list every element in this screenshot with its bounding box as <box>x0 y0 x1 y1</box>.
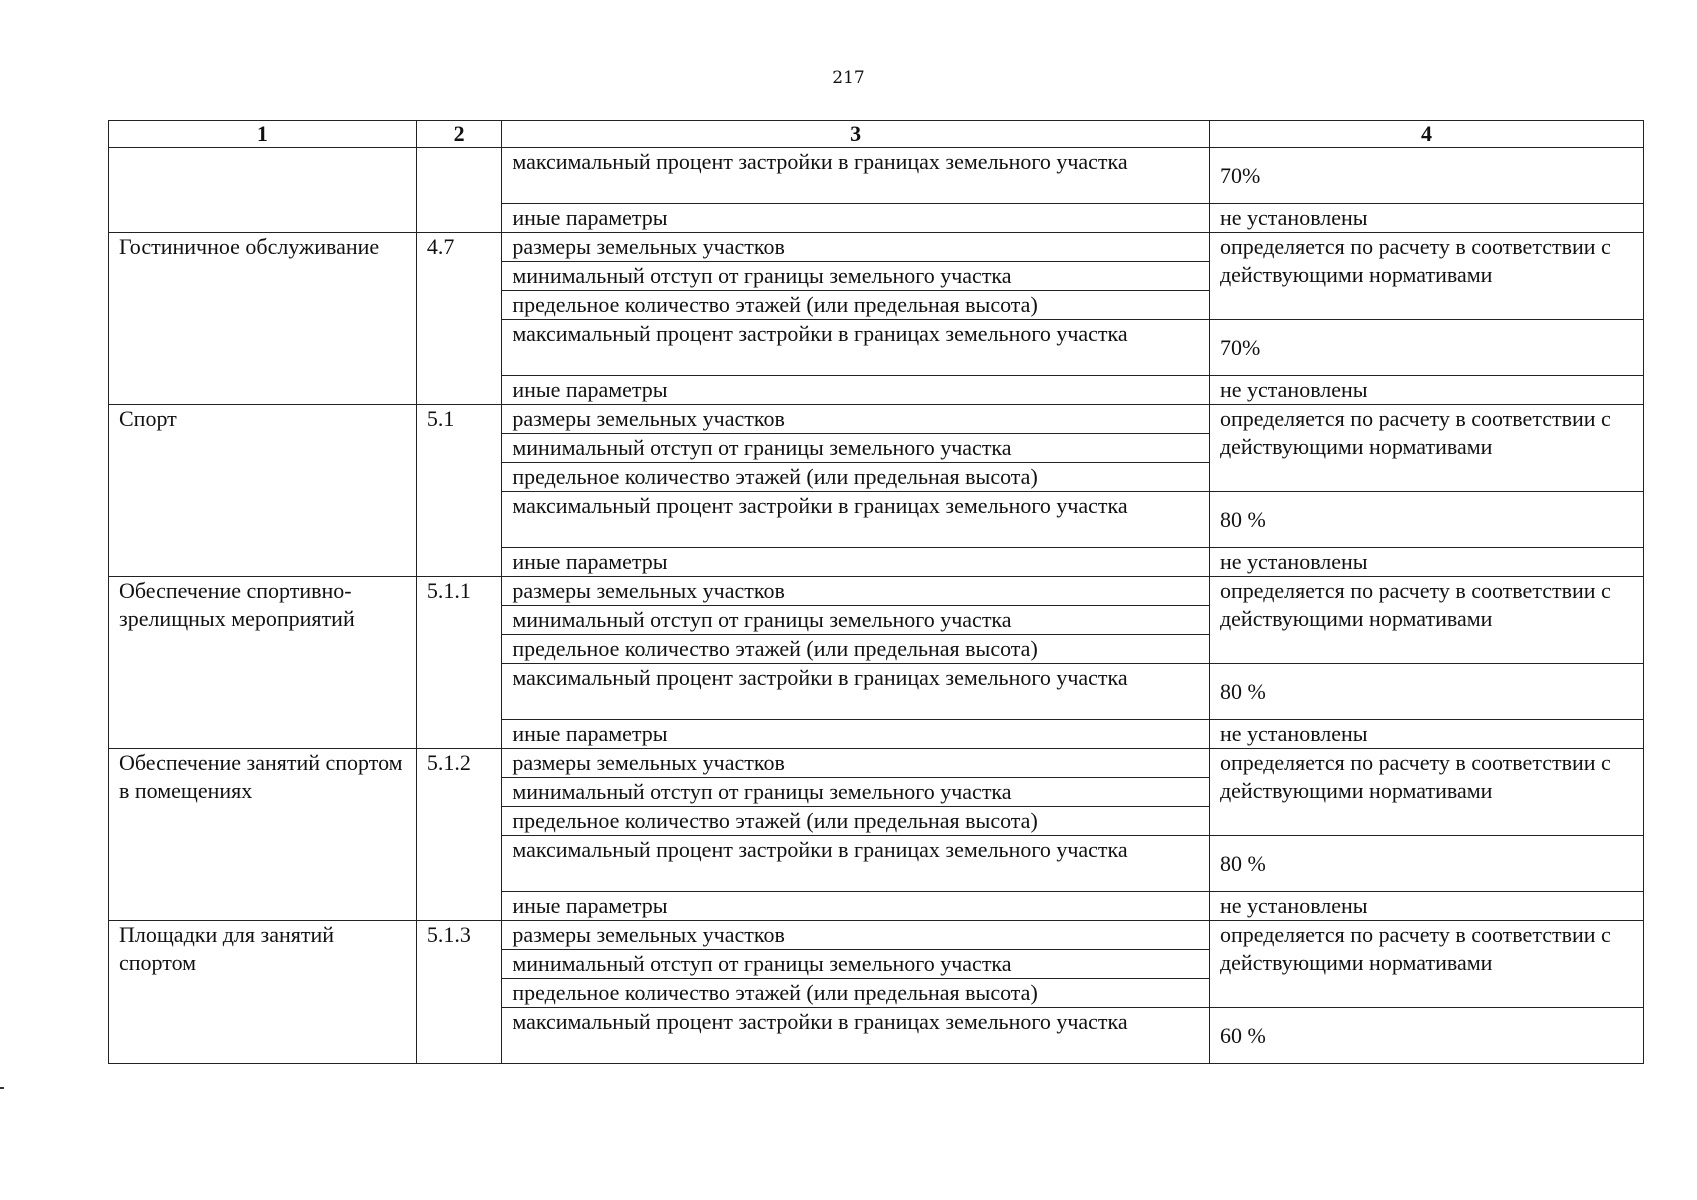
table-row <box>109 148 1644 204</box>
column-header-2: 2 <box>416 121 502 148</box>
param-cell: размеры земельных участков <box>502 577 1210 606</box>
use-code-cell: 5.1 <box>416 405 502 577</box>
land-use-parameters-table <box>108 120 1644 1064</box>
param-cell: максимальный процент застройки в границах земельного участка <box>502 320 1210 376</box>
column-header-3: 3 <box>502 121 1210 148</box>
param-cell: размеры земельных участков <box>502 749 1210 778</box>
value-cell: 70% <box>1209 148 1643 204</box>
value-cell: не установлены <box>1209 720 1643 749</box>
param-cell: минимальный отступ от границы земельного участка <box>502 434 1210 463</box>
param-cell: максимальный процент застройки в границах земельного участка <box>502 1008 1210 1064</box>
value-cell: определяется по расчету в соответствии с действующими нормативами <box>1209 749 1643 836</box>
value-cell: определяется по расчету в соответствии с действующими нормативами <box>1209 921 1643 1008</box>
page-number: 217 <box>832 68 865 88</box>
value-cell: определяется по расчету в соответствии с действующими нормативами <box>1209 577 1643 664</box>
param-cell: максимальный процент застройки в границах земельного участка <box>502 836 1210 892</box>
value-cell: не установлены <box>1209 204 1643 233</box>
param-cell: минимальный отступ от границы земельного участка <box>502 606 1210 635</box>
param-cell: максимальный процент застройки в границах земельного участка <box>502 492 1210 548</box>
param-cell: размеры земельных участков <box>502 233 1210 262</box>
scan-mark <box>0 1087 4 1089</box>
value-cell: определяется по расчету в соответствии с действующими нормативами <box>1209 405 1643 492</box>
param-cell: минимальный отступ от границы земельного участка <box>502 262 1210 291</box>
use-name-cell: Обеспечение спортивно-зрелищных мероприятий <box>109 577 417 749</box>
param-cell: размеры земельных участков <box>502 405 1210 434</box>
use-name-cell: Гостиничное обслуживание <box>109 233 417 405</box>
value-cell: 70% <box>1209 320 1643 376</box>
param-cell: предельное количество этажей (или предельная высота) <box>502 807 1210 836</box>
param-cell: иные параметры <box>502 892 1210 921</box>
use-code-cell: 4.7 <box>416 233 502 405</box>
use-name-cell: Обеспечение занятий спортом в помещениях <box>109 749 417 921</box>
column-header-4: 4 <box>1209 121 1643 148</box>
param-cell: предельное количество этажей (или предельная высота) <box>502 463 1210 492</box>
param-cell: иные параметры <box>502 376 1210 405</box>
header-row <box>109 121 1644 148</box>
value-cell: не установлены <box>1209 892 1643 921</box>
use-code-cell: 5.1.1 <box>416 577 502 749</box>
use-name-cell: Спорт <box>109 405 417 577</box>
table-row <box>109 749 1644 778</box>
table-row <box>109 577 1644 606</box>
param-cell: предельное количество этажей (или предельная высота) <box>502 635 1210 664</box>
use-name-cell: Площадки для занятий спортом <box>109 921 417 1064</box>
value-cell: 80 % <box>1209 836 1643 892</box>
table-row <box>109 405 1644 434</box>
param-cell: минимальный отступ от границы земельного участка <box>502 778 1210 807</box>
value-cell: 60 % <box>1209 1008 1643 1064</box>
table-row <box>109 921 1644 950</box>
use-code-cell <box>416 148 502 233</box>
use-code-cell: 5.1.3 <box>416 921 502 1064</box>
value-cell: не установлены <box>1209 376 1643 405</box>
use-code-cell: 5.1.2 <box>416 749 502 921</box>
param-cell: максимальный процент застройки в границах земельного участка <box>502 664 1210 720</box>
param-cell: максимальный процент застройки в границах земельного участка <box>502 148 1210 204</box>
value-cell: 80 % <box>1209 492 1643 548</box>
param-cell: предельное количество этажей (или предельная высота) <box>502 291 1210 320</box>
value-cell: определяется по расчету в соответствии с действующими нормативами <box>1209 233 1643 320</box>
value-cell: не установлены <box>1209 548 1643 577</box>
param-cell: иные параметры <box>502 720 1210 749</box>
column-header-1: 1 <box>109 121 417 148</box>
param-cell: иные параметры <box>502 204 1210 233</box>
param-cell: минимальный отступ от границы земельного участка <box>502 950 1210 979</box>
param-cell: предельное количество этажей (или предельная высота) <box>502 979 1210 1008</box>
param-cell: размеры земельных участков <box>502 921 1210 950</box>
param-cell: иные параметры <box>502 548 1210 577</box>
value-cell: 80 % <box>1209 664 1643 720</box>
table-row <box>109 233 1644 262</box>
use-name-cell <box>109 148 417 233</box>
